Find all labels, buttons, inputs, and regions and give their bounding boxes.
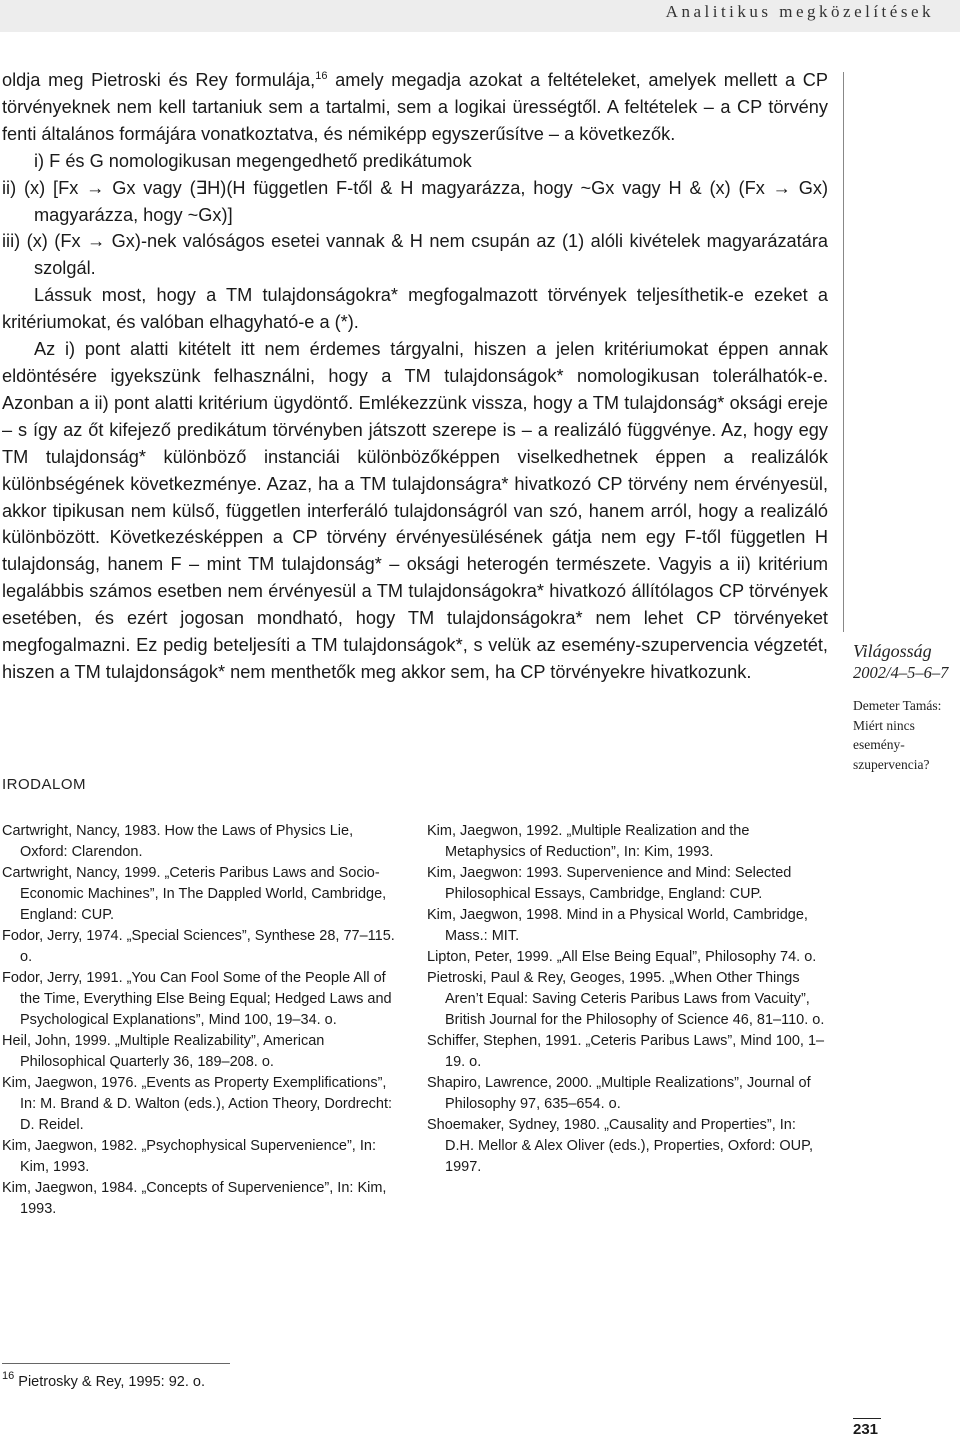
reference-item: Kim, Jaegwon: 1993. Supervenience and Mind: Selected Philosophical Essays, Cambridge, England: CUP.: [427, 865, 792, 902]
reference-item: Fodor, Jerry, 1974. „Special Sciences”, Synthese 28, 77–115. o.: [2, 928, 395, 965]
reference-item: Heil, John, 1999. „Multiple Realizability”, American Philosophical Quarterly 36, 189–208. o.: [2, 1033, 325, 1070]
reference-item: Shapiro, Lawrence, 2000. „Multiple Realizations”, Journal of Philosophy 97, 635–654. o.: [427, 1075, 811, 1112]
article-info: [853, 696, 957, 774]
reference-item: Cartwright, Nancy, 1983. How the Laws of Physics Lie, Oxford: Clarendon.: [2, 823, 354, 860]
condition-ii: ii) (x) [Fx → Gx vagy (∃H)(H független F-től & H magyarázza, hogy ~Gx vagy H & (x) (Fx → Gx) magyarázza, hogy ~Gx)]: [2, 177, 828, 225]
reference-item: Pietroski, Paul & Rey, Geoges, 1995. „When Other Things Aren’t Equal: Saving Ceteris Paribus Laws from Vacuity”, British Journal for the Philosophy of Science 46, 81–110. o.: [427, 970, 825, 1028]
reference-item: Kim, Jaegwon, 1982. „Psychophysical Supervenience”, In: Kim, 1993.: [2, 1138, 376, 1175]
intro-text-b: amely megadja azokat a feltételeket, amelyek mellett a CP törvényeknek nem kell tartaniuk sem a tartalmi, sem a logikai ürességtől. A feltételek – a CP törvény fenti általános formájára vonatkoztatva, és némiképp egyszerűsítve – a következők.: [2, 70, 828, 144]
reference-item: Kim, Jaegwon, 1998. Mind in a Physical World, Cambridge, Mass.: MIT.: [427, 907, 808, 944]
reference-item: Schiffer, Stephen, 1991. „Ceteris Paribus Laws”, Mind 100, 1–19. o.: [427, 1033, 825, 1070]
issue-number: 2002/4–5–6–7: [853, 663, 949, 682]
page-number: 231: [853, 1418, 881, 1438]
running-header: [0, 0, 960, 32]
footnote-rule: [2, 1363, 230, 1364]
intro-paragraph: [2, 67, 828, 148]
sidebar-citation: [853, 641, 957, 774]
article-title-line-2: esemény-: [853, 737, 905, 752]
reference-item: Kim, Jaegwon, 1992. „Multiple Realization and the Metaphysics of Reduction”, In: Kim, 1993.: [427, 823, 750, 860]
bibliography-heading: IRODALOM: [2, 776, 87, 793]
condition-iii: iii) (x) (Fx → Gx)-nek valóságos esetei vannak & H nem csupán az (1) alóli kivételek magyarázatára szolgál.: [2, 231, 828, 279]
bibliography-right-column: [427, 821, 827, 1178]
magazine-title: Világosság: [853, 641, 932, 661]
footnote-text: Pietrosky & Rey, 1995: 92. o.: [14, 1374, 205, 1390]
main-text: [2, 67, 828, 686]
margin-rule: [843, 72, 844, 632]
footnote-reference: 16: [315, 70, 328, 82]
intro-text-a: oldja meg Pietroski és Rey formulája,: [2, 70, 316, 90]
reference-item: Shoemaker, Sydney, 1980. „Causality and Properties”, In: D.H. Mellor & Alex Oliver (eds.), Properties, Oxford: OUP, 1997.: [427, 1117, 813, 1175]
reference-item: Kim, Jaegwon, 1976. „Events as Property Exemplifications”, In: M. Brand & D. Walton (eds.), Action Theory, Dordrecht: D. Reidel.: [2, 1075, 393, 1133]
paragraph-3: Az i) pont alatti kitételt itt nem érdemes tárgyalni, hiszen a jelen kritériumokat éppen annak eldöntésére igyekszünk felhasználni, hogy a TM tulajdonságok* nomologikusan tolerálhatók-e. Azonban a ii) pont alatti kritérium ügydöntő. Emlékezzünk vissza, hogy a TM tulajdonság* oksági ereje – s így az őt kifejező predikátum törvényben játszott szerepe is – a realizáló függvénye. Az, hogy egy TM tulajdonság* különböző instanciái különbözőképpen viselkedhetnek éppen a realizálók különbségének következménye. Azaz, ha a TM tulajdonságra* hivatkozó CP törvény nem érvényesül, akkor tipikusan nem külső, független interferáló tulajdonságról van szó, hanem arról, hogy a realizáló különbözött. Következésképpen a CP törvény érvényesülésének gátja nem egy F-től független H tulajdonság, hanem F – mint TM tulajdonság* – oksági heterogén természete. Vagyis a ii) kritérium legalábbis számos esetben nem érvényesül a TM tulajdonságokra* hivatkozó állítólagos CP törvények esetében, és ezért jogosan mondható, hogy TM tulajdonságokra* nem lehet CP törvényeket megfogalmazni. Ez pedig beteljesíti a TM tulajdonságok*, s velük az esemény-szupervencia végzetét, hiszen a TM tulajdonságok* nem menthetők meg akkor sem, ha CP törvényekre hivatkozunk.: [2, 339, 828, 682]
footnote: [2, 1370, 205, 1390]
condition-i: i) F és G nomologikusan megengedhető predikátumok: [34, 150, 472, 171]
article-title-line-1: Miért nincs: [853, 717, 915, 733]
footnote-mark: 16: [2, 1370, 15, 1382]
header-title: Analitikus megközelítések: [665, 2, 934, 21]
reference-item: Fodor, Jerry, 1991. „You Can Fool Some of the People All of the Time, Everything Else Being Equal; Hedged Laws and Psychological Explanations”, Mind 100, 19–34. o.: [2, 970, 392, 1028]
reference-item: Kim, Jaegwon, 1984. „Concepts of Supervenience”, In: Kim, 1993.: [2, 1180, 387, 1217]
reference-item: Lipton, Peter, 1999. „All Else Being Equal”, Philosophy 74. o.: [427, 949, 817, 965]
paragraph-2: Lássuk most, hogy a TM tulajdonságokra* megfogalmazott törvények teljesíthetik-e ezeket a kritériumokat, és valóban elhagyható-e a (*).: [2, 285, 828, 333]
reference-item: Cartwright, Nancy, 1999. „Ceteris Paribus Laws and Socio-Economic Machines”, In The Dappled World, Cambridge, England: CUP.: [2, 865, 387, 923]
bibliography-left-column: [2, 821, 402, 1220]
article-author: Demeter Tamás:: [853, 698, 942, 713]
article-title-line-3: szupervencia?: [853, 756, 930, 772]
conditions-list: [2, 148, 828, 283]
